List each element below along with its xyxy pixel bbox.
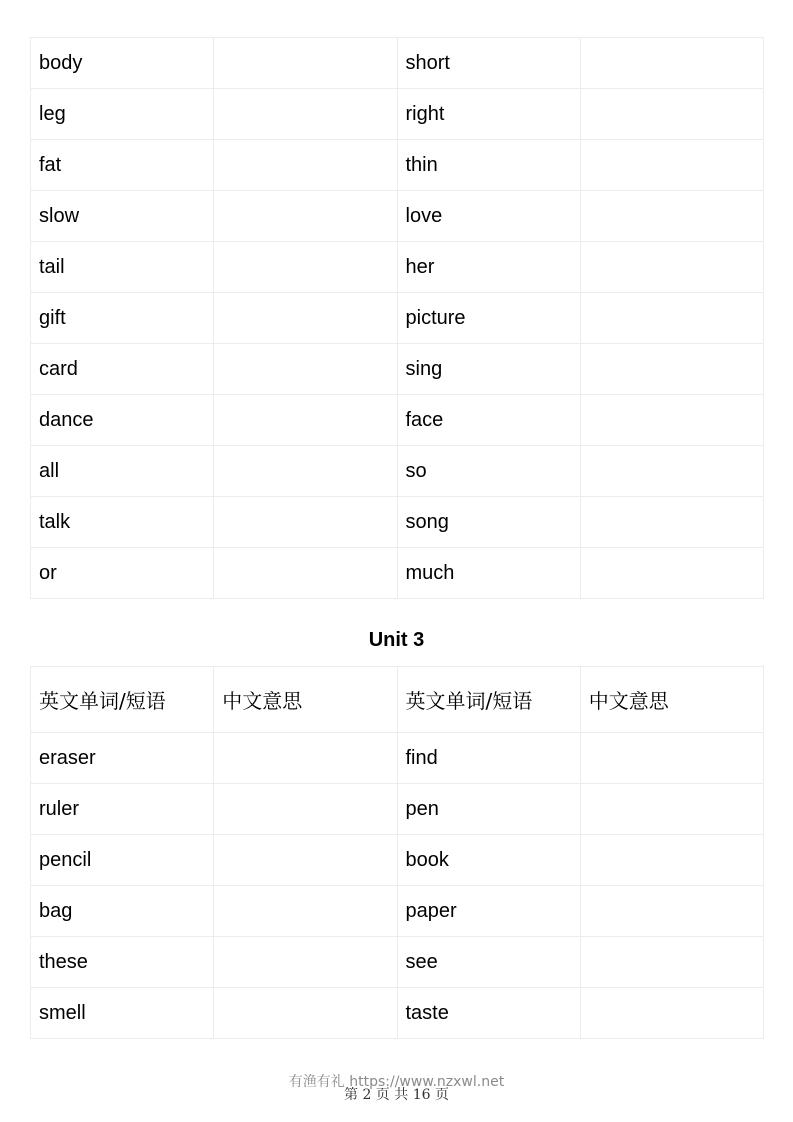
chinese-meaning-cell [214, 988, 397, 1039]
table-row [31, 395, 764, 446]
chinese-meaning-cell [580, 886, 763, 937]
header-chinese: 中文意思 [214, 667, 397, 733]
vocab-table-body [31, 733, 764, 1039]
table-row [31, 191, 764, 242]
chinese-meaning-cell [580, 988, 763, 1039]
chinese-meaning-cell [214, 140, 397, 191]
chinese-meaning-cell [214, 835, 397, 886]
english-word-cell: thin [397, 140, 580, 191]
chinese-meaning-cell [214, 293, 397, 344]
header-english: 英文单词/短语 [397, 667, 580, 733]
english-word-cell: face [397, 395, 580, 446]
footer-page-info: 第 2 页 共 16 页 [344, 1087, 449, 1103]
english-word-cell: so [397, 446, 580, 497]
table-row [31, 38, 764, 89]
table-row [31, 446, 764, 497]
english-word-cell: short [397, 38, 580, 89]
chinese-meaning-cell [214, 38, 397, 89]
chinese-meaning-cell [580, 548, 763, 599]
english-word-cell: talk [31, 497, 214, 548]
chinese-meaning-cell [580, 395, 763, 446]
chinese-meaning-cell [214, 886, 397, 937]
english-word-cell: song [397, 497, 580, 548]
table-row [31, 140, 764, 191]
chinese-meaning-cell [580, 497, 763, 548]
table-header-row [31, 667, 764, 733]
chinese-meaning-cell [214, 784, 397, 835]
chinese-meaning-cell [580, 784, 763, 835]
english-word-cell: find [397, 733, 580, 784]
english-word-cell: bag [31, 886, 214, 937]
chinese-meaning-cell [214, 242, 397, 293]
chinese-meaning-cell [580, 344, 763, 395]
table-row [31, 886, 764, 937]
table-row [31, 784, 764, 835]
chinese-meaning-cell [580, 140, 763, 191]
table-row [31, 835, 764, 886]
english-word-cell: right [397, 89, 580, 140]
chinese-meaning-cell [580, 835, 763, 886]
english-word-cell: body [31, 38, 214, 89]
english-word-cell: these [31, 937, 214, 988]
chinese-meaning-cell [580, 733, 763, 784]
table-row [31, 497, 764, 548]
english-word-cell: book [397, 835, 580, 886]
chinese-meaning-cell [214, 344, 397, 395]
footer-watermark: 有渔有礼 https://www.nzxwl.net [288, 1074, 505, 1090]
english-word-cell: her [397, 242, 580, 293]
english-word-cell: picture [397, 293, 580, 344]
chinese-meaning-cell [580, 89, 763, 140]
unit-3-vocab-table [30, 666, 764, 1039]
english-word-cell: see [397, 937, 580, 988]
chinese-meaning-cell [580, 937, 763, 988]
english-word-cell: dance [31, 395, 214, 446]
english-word-cell: love [397, 191, 580, 242]
table-row [31, 89, 764, 140]
chinese-meaning-cell [580, 38, 763, 89]
chinese-meaning-cell [214, 191, 397, 242]
chinese-meaning-cell [214, 548, 397, 599]
chinese-meaning-cell [580, 191, 763, 242]
unit-3-title: Unit 3 [368, 629, 425, 651]
table-row [31, 344, 764, 395]
english-word-cell: all [31, 446, 214, 497]
english-word-cell: gift [31, 293, 214, 344]
english-word-cell: sing [397, 344, 580, 395]
table-row [31, 242, 764, 293]
chinese-meaning-cell [214, 446, 397, 497]
chinese-meaning-cell [214, 733, 397, 784]
english-word-cell: much [397, 548, 580, 599]
english-word-cell: pen [397, 784, 580, 835]
english-word-cell: card [31, 344, 214, 395]
english-word-cell: leg [31, 89, 214, 140]
chinese-meaning-cell [214, 395, 397, 446]
english-word-cell: paper [397, 886, 580, 937]
chinese-meaning-cell [214, 497, 397, 548]
english-word-cell: taste [397, 988, 580, 1039]
chinese-meaning-cell [214, 937, 397, 988]
table-row [31, 937, 764, 988]
vocab-table-body [31, 38, 764, 599]
english-word-cell: tail [31, 242, 214, 293]
english-word-cell: smell [31, 988, 214, 1039]
table-row [31, 548, 764, 599]
chinese-meaning-cell [580, 293, 763, 344]
header-english: 英文单词/短语 [31, 667, 214, 733]
english-word-cell: ruler [31, 784, 214, 835]
english-word-cell: eraser [31, 733, 214, 784]
chinese-meaning-cell [214, 89, 397, 140]
english-word-cell: pencil [31, 835, 214, 886]
english-word-cell: or [31, 548, 214, 599]
table-row [31, 293, 764, 344]
english-word-cell: slow [31, 191, 214, 242]
vocab-table-continued [30, 37, 764, 599]
chinese-meaning-cell [580, 242, 763, 293]
chinese-meaning-cell [580, 446, 763, 497]
table-row [31, 988, 764, 1039]
header-chinese: 中文意思 [580, 667, 763, 733]
english-word-cell: fat [31, 140, 214, 191]
table-row [31, 733, 764, 784]
